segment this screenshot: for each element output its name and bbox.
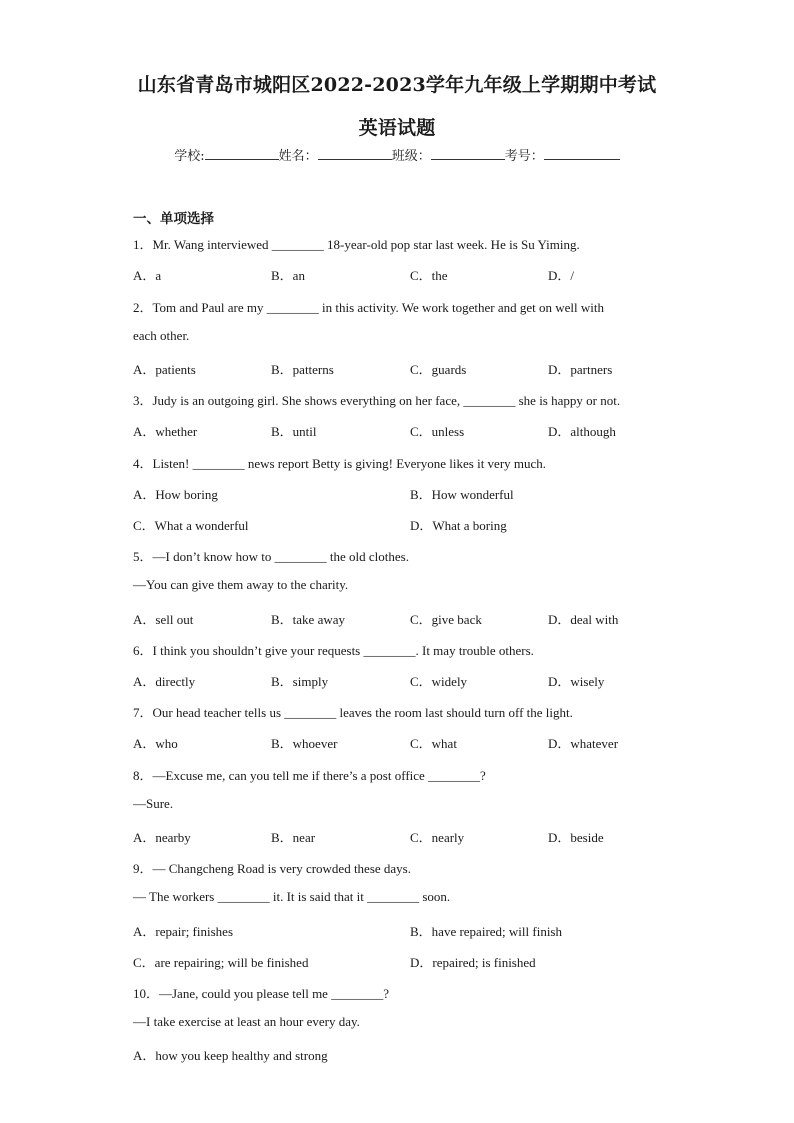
question-3: 3．Judy is an outgoing girl. She shows everything on her face, ________ she is happy or not. <box>133 393 621 408</box>
q5-option-a: A．sell out <box>133 612 194 627</box>
question-7: 7．Our head teacher tells us ________ leaves the room last should turn off the light. <box>133 705 573 720</box>
section-title: 一、单项选择 <box>133 211 214 227</box>
q8-option-d: D．beside <box>548 830 604 845</box>
question-2-cont: each other. <box>133 328 190 343</box>
q8-option-c: C．nearly <box>410 830 465 845</box>
q4-option-c: C．What a wonderful <box>133 518 249 533</box>
q3-option-b: B．until <box>271 424 317 439</box>
question-5: 5．—I don’t know how to ________ the old clothes. <box>133 549 409 564</box>
q1-option-c: C．the <box>410 268 448 283</box>
q2-option-a: A．patients <box>133 362 196 377</box>
question-9-reply: — The workers ________ it. It is said that it ________ soon. <box>133 889 451 904</box>
q4-option-a: A．How boring <box>133 487 218 502</box>
q10-option-a: A．how you keep healthy and strong <box>133 1048 328 1063</box>
q1-option-a: A．a <box>133 268 162 283</box>
q2-option-d: D．partners <box>548 362 613 377</box>
q5-option-b: B．take away <box>271 612 346 627</box>
exam-subtitle: 英语试题 <box>358 117 436 139</box>
question-5-reply: —You can give them away to the charity. <box>133 577 349 592</box>
name-field[interactable] <box>318 147 392 160</box>
q1-option-b: B．an <box>271 268 305 283</box>
question-1: 1．Mr. Wang interviewed ________ 18-year-old pop star last week. He is Su Yiming. <box>133 237 580 252</box>
number-label: 考号： <box>504 149 544 164</box>
q3-option-a: A．whether <box>133 424 198 439</box>
q5-option-d: D．deal with <box>548 612 619 627</box>
q8-option-a: A．nearby <box>133 830 191 845</box>
q9-option-b: B．have repaired; will finish <box>410 924 562 939</box>
question-6: 6．I think you shouldn’t give your requests ________. It may trouble others. <box>133 643 534 658</box>
question-2: 2．Tom and Paul are my ________ in this activity. We work together and get on well with <box>133 300 605 315</box>
q7-option-a: A．who <box>133 736 178 751</box>
q6-option-a: A．directly <box>133 674 196 689</box>
question-4: 4．Listen! ________ news report Betty is giving! Everyone likes it very much. <box>133 456 547 471</box>
school-label: 学校: <box>174 149 205 164</box>
class-field[interactable] <box>431 147 505 160</box>
q2-option-c: C．guards <box>410 362 467 377</box>
q6-option-c: C．widely <box>410 674 468 689</box>
exam-title: 山东省青岛市城阳区2022-2023学年九年级上学期期中考试 <box>137 74 657 96</box>
q7-option-c: C．what <box>410 736 457 751</box>
q4-option-b: B．How wonderful <box>410 487 514 502</box>
q8-option-b: B．near <box>271 830 316 845</box>
q7-option-b: B．whoever <box>271 736 338 751</box>
q1-option-d: D．/ <box>548 268 575 283</box>
q3-option-d: D．although <box>548 424 616 439</box>
q9-option-a: A．repair; finishes <box>133 924 234 939</box>
student-info-row <box>0 145 794 164</box>
q9-option-d: D．repaired; is finished <box>410 955 536 970</box>
q3-option-c: C．unless <box>410 424 465 439</box>
name-label: 姓名： <box>278 149 318 164</box>
question-8-reply: —Sure. <box>133 796 174 811</box>
q9-option-c: C．are repairing; will be finished <box>133 955 309 970</box>
q7-option-d: D．whatever <box>548 736 619 751</box>
q5-option-c: C．give back <box>410 612 482 627</box>
question-9: 9．— Changcheng Road is very crowded these days. <box>133 861 411 876</box>
number-field[interactable] <box>544 147 620 160</box>
question-10: 10．—Jane, could you please tell me ________? <box>133 986 389 1001</box>
q2-option-b: B．patterns <box>271 362 334 377</box>
q6-option-b: B．simply <box>271 674 329 689</box>
q6-option-d: D．wisely <box>548 674 605 689</box>
question-10-reply: —I take exercise at least an hour every day. <box>133 1014 360 1029</box>
class-label: 班级： <box>391 149 431 164</box>
school-field[interactable] <box>205 147 279 160</box>
question-8: 8．—Excuse me, can you tell me if there’s a post office ________? <box>133 768 486 783</box>
q4-option-d: D．What a boring <box>410 518 507 533</box>
